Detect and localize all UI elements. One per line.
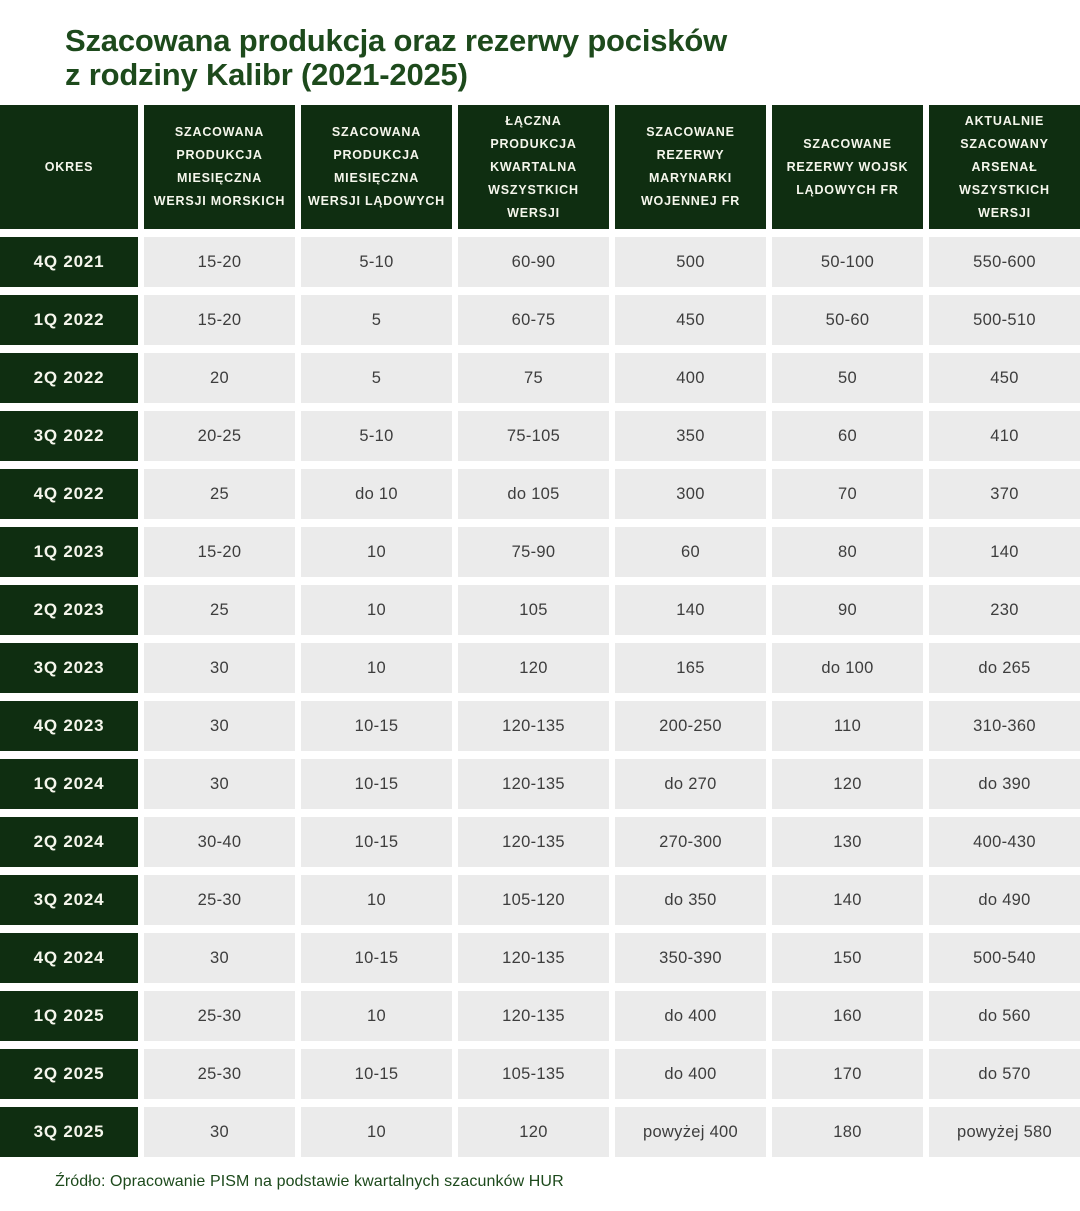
data-cell: 105 xyxy=(458,585,609,635)
data-cell: 70 xyxy=(772,469,923,519)
page-title-line-2: z rodziny Kalibr (2021-2025) xyxy=(65,57,468,92)
data-cell: 10-15 xyxy=(301,933,452,983)
data-cell: 120 xyxy=(458,1107,609,1157)
data-cell: do 270 xyxy=(615,759,766,809)
row-label-2q-2025: 2Q 2025 xyxy=(0,1049,138,1099)
col-header-okres: OKRES xyxy=(0,105,138,229)
data-cell: 75 xyxy=(458,353,609,403)
data-cell: 400 xyxy=(615,353,766,403)
row-label-2q-2023: 2Q 2023 xyxy=(0,585,138,635)
col-header-arsenal: AKTUALNIE SZACOWANY ARSENAŁ WSZYSTKICH WERSJI xyxy=(929,105,1080,229)
data-cell: 400-430 xyxy=(929,817,1080,867)
data-cell: 370 xyxy=(929,469,1080,519)
data-cell: do 400 xyxy=(615,1049,766,1099)
data-cell: 60-75 xyxy=(458,295,609,345)
data-cell: 160 xyxy=(772,991,923,1041)
data-cell: 120-135 xyxy=(458,991,609,1041)
data-cell: 25 xyxy=(144,585,295,635)
row-label-4q-2024: 4Q 2024 xyxy=(0,933,138,983)
data-cell: 10 xyxy=(301,527,452,577)
data-cell: 15-20 xyxy=(144,295,295,345)
data-cell: 500-540 xyxy=(929,933,1080,983)
row-label-4q-2023: 4Q 2023 xyxy=(0,701,138,751)
data-cell: 30-40 xyxy=(144,817,295,867)
data-cell: powyżej 400 xyxy=(615,1107,766,1157)
data-cell: 165 xyxy=(615,643,766,693)
data-cell: do 350 xyxy=(615,875,766,925)
data-cell: 30 xyxy=(144,701,295,751)
data-cell: do 10 xyxy=(301,469,452,519)
data-cell: 15-20 xyxy=(144,527,295,577)
data-cell: 20-25 xyxy=(144,411,295,461)
data-cell: 5 xyxy=(301,295,452,345)
col-header-rezerwy-wojsk-ladowych: SZACOWANE REZERWY WOJSK LĄDOWYCH FR xyxy=(772,105,923,229)
data-cell: 180 xyxy=(772,1107,923,1157)
data-cell: 5-10 xyxy=(301,237,452,287)
data-cell: 75-105 xyxy=(458,411,609,461)
data-cell: 10 xyxy=(301,585,452,635)
data-cell: 10-15 xyxy=(301,701,452,751)
col-header-produkcja-kwartalna: ŁĄCZNA PRODUKCJA KWARTALNA WSZYSTKICH WERSJI xyxy=(458,105,609,229)
data-cell: 270-300 xyxy=(615,817,766,867)
data-cell: 20 xyxy=(144,353,295,403)
row-label-3q-2025: 3Q 2025 xyxy=(0,1107,138,1157)
row-label-3q-2024: 3Q 2024 xyxy=(0,875,138,925)
data-cell: 5 xyxy=(301,353,452,403)
data-cell: 120-135 xyxy=(458,933,609,983)
data-cell: 350 xyxy=(615,411,766,461)
data-cell: do 570 xyxy=(929,1049,1080,1099)
data-cell: 60-90 xyxy=(458,237,609,287)
data-cell: 120 xyxy=(458,643,609,693)
data-cell: 120-135 xyxy=(458,759,609,809)
row-label-1q-2022: 1Q 2022 xyxy=(0,295,138,345)
data-cell: 30 xyxy=(144,1107,295,1157)
data-cell: 230 xyxy=(929,585,1080,635)
data-cell: 25-30 xyxy=(144,1049,295,1099)
data-cell: 310-360 xyxy=(929,701,1080,751)
data-cell: 10-15 xyxy=(301,759,452,809)
data-cell: 50-100 xyxy=(772,237,923,287)
row-label-1q-2025: 1Q 2025 xyxy=(0,991,138,1041)
data-cell: 450 xyxy=(929,353,1080,403)
data-cell: 80 xyxy=(772,527,923,577)
data-cell: 120 xyxy=(772,759,923,809)
data-cell: 30 xyxy=(144,643,295,693)
row-label-4q-2022: 4Q 2022 xyxy=(0,469,138,519)
source-note: Źródło: Opracowanie PISM na podstawie kwartalnych szacunków HUR xyxy=(55,1173,564,1190)
data-cell: 25-30 xyxy=(144,991,295,1041)
data-cell: 50 xyxy=(772,353,923,403)
page-title-line-1: Szacowana produkcja oraz rezerwy pocisków xyxy=(65,23,727,58)
row-label-4q-2021: 4Q 2021 xyxy=(0,237,138,287)
data-cell: 15-20 xyxy=(144,237,295,287)
data-cell: 410 xyxy=(929,411,1080,461)
data-cell: 25-30 xyxy=(144,875,295,925)
data-cell: 105-120 xyxy=(458,875,609,925)
data-cell: 10 xyxy=(301,875,452,925)
data-cell: 30 xyxy=(144,933,295,983)
col-header-produkcja-morska: SZACOWANA PRODUKCJA MIESIĘCZNA WERSJI MORSKICH xyxy=(144,105,295,229)
row-label-1q-2023: 1Q 2023 xyxy=(0,527,138,577)
data-cell: 120-135 xyxy=(458,701,609,751)
row-label-2q-2022: 2Q 2022 xyxy=(0,353,138,403)
data-cell: 140 xyxy=(615,585,766,635)
data-cell: 140 xyxy=(772,875,923,925)
data-cell: 110 xyxy=(772,701,923,751)
data-cell: 50-60 xyxy=(772,295,923,345)
kalibr-production-table xyxy=(0,105,1080,1157)
data-cell: powyżej 580 xyxy=(929,1107,1080,1157)
data-cell: 25 xyxy=(144,469,295,519)
data-cell: 550-600 xyxy=(929,237,1080,287)
data-cell: 10-15 xyxy=(301,817,452,867)
col-header-rezerwy-marynarki: SZACOWANE REZERWY MARYNARKI WOJENNEJ FR xyxy=(615,105,766,229)
data-cell: 120-135 xyxy=(458,817,609,867)
data-cell: 105-135 xyxy=(458,1049,609,1099)
data-cell: do 560 xyxy=(929,991,1080,1041)
data-cell: 10 xyxy=(301,1107,452,1157)
data-cell: 170 xyxy=(772,1049,923,1099)
data-cell: 150 xyxy=(772,933,923,983)
row-label-1q-2024: 1Q 2024 xyxy=(0,759,138,809)
data-cell: do 265 xyxy=(929,643,1080,693)
data-cell: 350-390 xyxy=(615,933,766,983)
data-cell: 500 xyxy=(615,237,766,287)
data-cell: 450 xyxy=(615,295,766,345)
row-label-2q-2024: 2Q 2024 xyxy=(0,817,138,867)
data-cell: 60 xyxy=(772,411,923,461)
data-cell: 90 xyxy=(772,585,923,635)
data-cell: 10-15 xyxy=(301,1049,452,1099)
data-cell: 300 xyxy=(615,469,766,519)
page-title xyxy=(0,0,1080,92)
col-header-produkcja-ladowa: SZACOWANA PRODUKCJA MIESIĘCZNA WERSJI LĄDOWYCH xyxy=(301,105,452,229)
row-label-3q-2022: 3Q 2022 xyxy=(0,411,138,461)
row-label-3q-2023: 3Q 2023 xyxy=(0,643,138,693)
data-cell: 130 xyxy=(772,817,923,867)
data-cell: do 105 xyxy=(458,469,609,519)
data-cell: 30 xyxy=(144,759,295,809)
data-cell: 500-510 xyxy=(929,295,1080,345)
data-cell: do 490 xyxy=(929,875,1080,925)
data-cell: 140 xyxy=(929,527,1080,577)
data-cell: do 400 xyxy=(615,991,766,1041)
data-cell: 75-90 xyxy=(458,527,609,577)
data-cell: 200-250 xyxy=(615,701,766,751)
data-cell: 10 xyxy=(301,991,452,1041)
data-cell: 10 xyxy=(301,643,452,693)
data-cell: 60 xyxy=(615,527,766,577)
data-cell: do 390 xyxy=(929,759,1080,809)
data-cell: do 100 xyxy=(772,643,923,693)
data-cell: 5-10 xyxy=(301,411,452,461)
